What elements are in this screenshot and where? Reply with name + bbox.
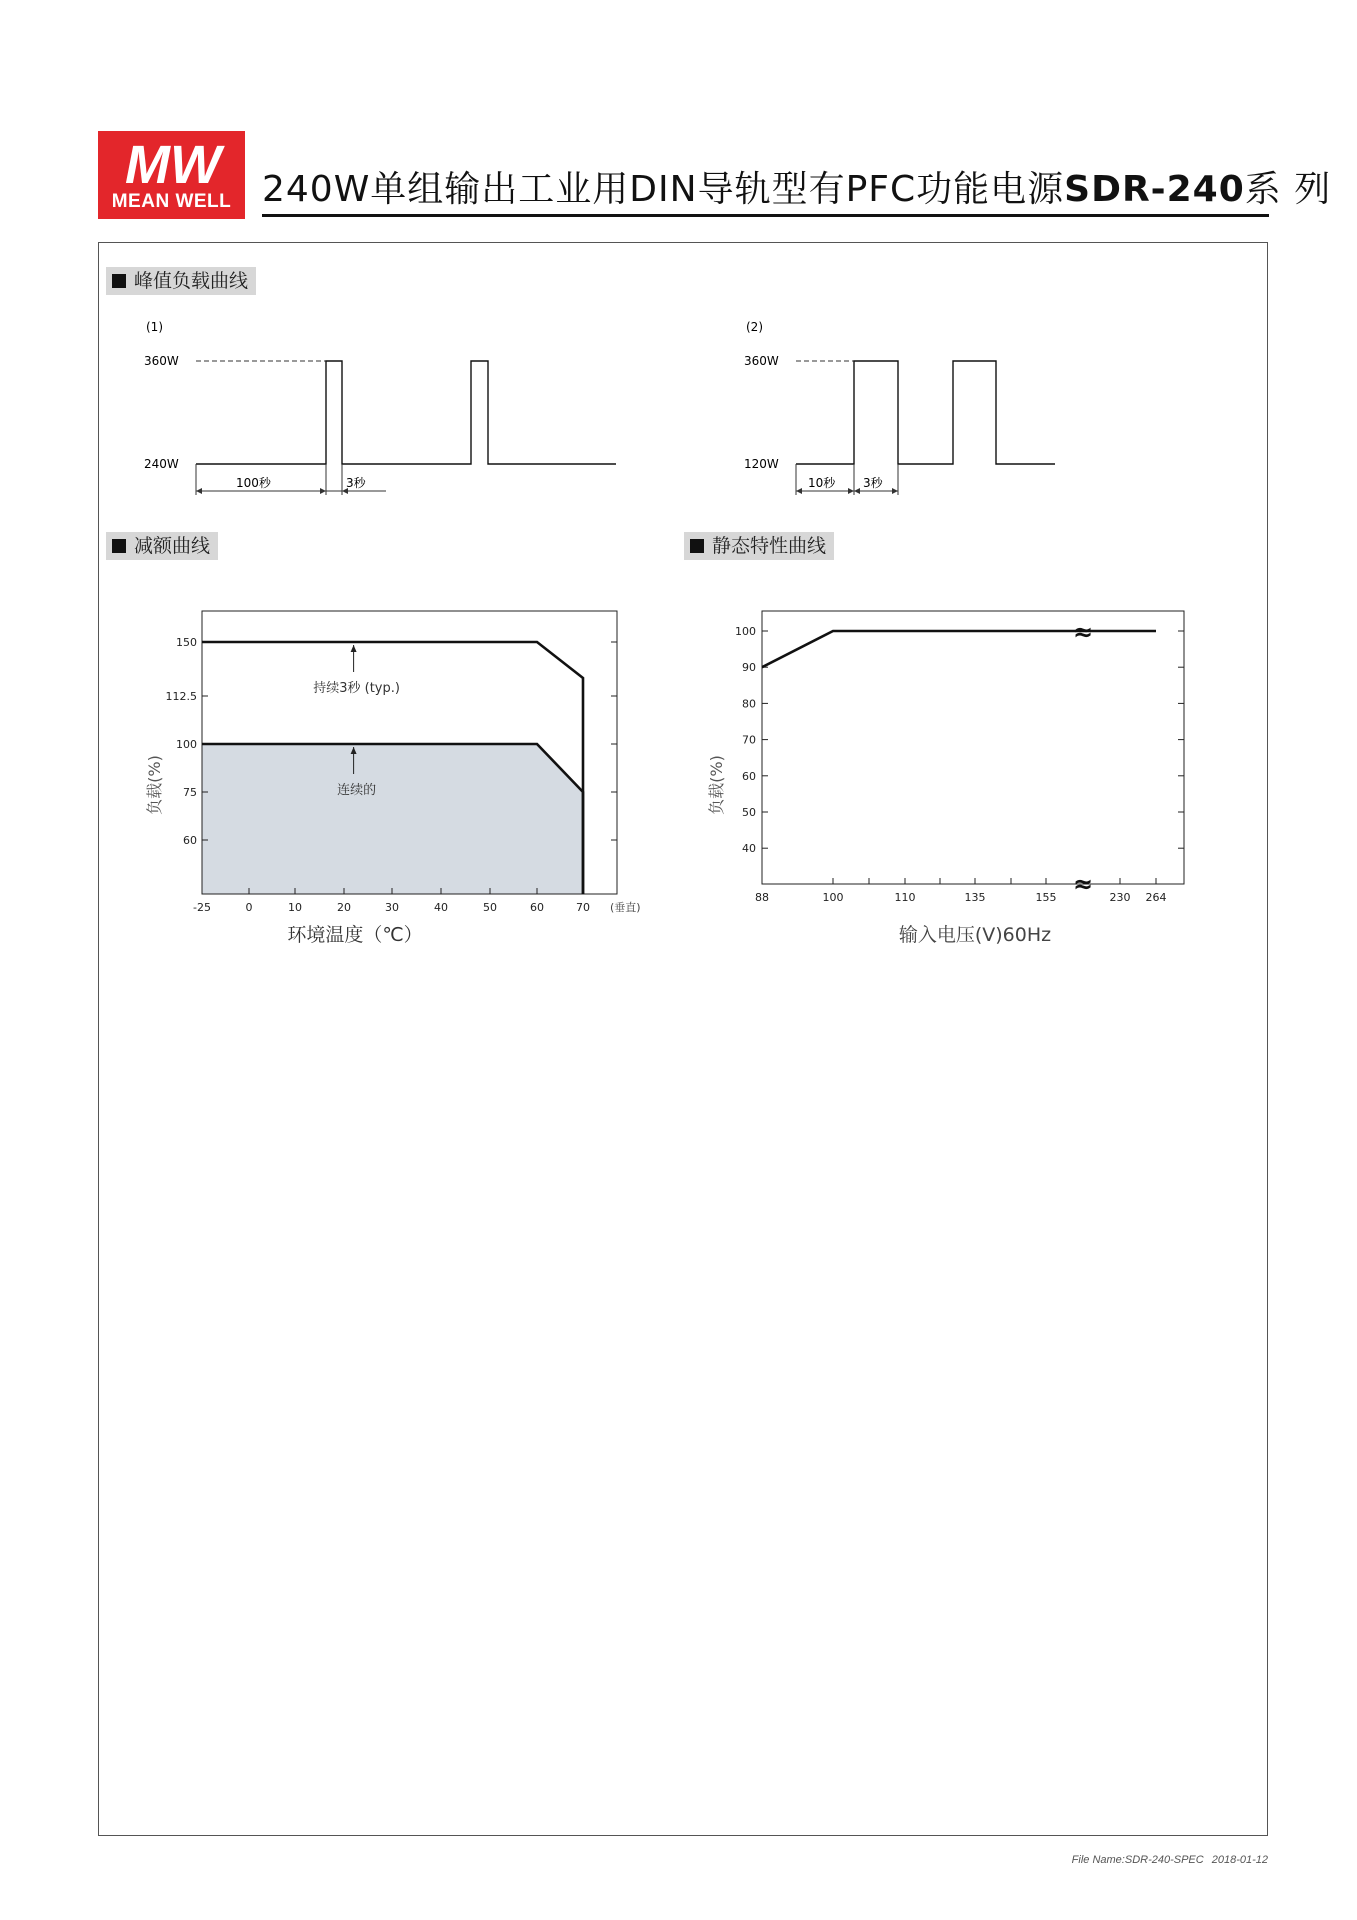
peak-load-chart-1 <box>130 315 630 500</box>
x-tick-label: 40 <box>434 901 448 914</box>
derating-chart-svg <box>130 600 670 960</box>
high-level-label: 360W <box>744 354 779 368</box>
x-axis-label: 输入电压(V)60Hz <box>898 924 1052 946</box>
logo-mark-text: MW <box>125 135 221 195</box>
static-chart <box>700 600 1220 960</box>
static-chart-svg <box>700 600 1220 960</box>
x-tick-label: -25 <box>193 901 211 914</box>
dim-label-high: 3秒 <box>863 476 883 490</box>
dim-label-low: 10秒 <box>808 476 836 490</box>
x-tick-label: 10 <box>288 901 302 914</box>
arrow-right-icon <box>848 488 854 494</box>
arrow-right-icon <box>320 488 326 494</box>
axis-break-bottom-icon: ≈ <box>1072 870 1094 898</box>
y-tick-label: 40 <box>742 842 756 856</box>
title-bar <box>262 158 1332 217</box>
dim-label-high: 3秒 <box>346 476 366 490</box>
dim-label-low: 100秒 <box>236 476 271 490</box>
title-suffix: 系 列 <box>1244 169 1332 210</box>
x-tick-label: 264 <box>1145 891 1167 904</box>
bullet-square-icon <box>112 274 126 288</box>
y-tick-label: 100 <box>176 738 197 751</box>
mean-well-logo <box>98 131 245 219</box>
plot-frame <box>762 611 1184 884</box>
title-prefix: 240W单组输出工业用DIN导轨型有PFC功能电源 <box>262 169 1065 210</box>
x-tick-label: 100 <box>822 891 844 904</box>
x-axis-label: 环境温度（℃） <box>287 924 423 946</box>
y-tick-label: 60 <box>742 769 756 783</box>
high-level-label: 360W <box>144 354 179 368</box>
x-tick-label: 230 <box>1109 891 1131 904</box>
arrow-left-icon <box>796 488 802 494</box>
panel-label: (2) <box>746 320 763 334</box>
x-tick-label: 60 <box>530 901 544 914</box>
peak-load-chart-2-svg <box>730 315 1110 500</box>
section-derating-label: 减额曲线 <box>134 535 211 557</box>
peak-load-chart-1-svg <box>130 315 630 500</box>
x-tick-label: 135 <box>964 891 986 904</box>
section-peak-load-label: 峰值负载曲线 <box>134 270 249 292</box>
peak-load-chart-2 <box>730 315 1110 500</box>
y-tick-label: 90 <box>742 661 756 675</box>
y-axis-label: 负载(%) <box>707 755 726 815</box>
arrow-left-icon <box>196 488 202 494</box>
axis-break-top-icon: ≈ <box>1072 618 1094 646</box>
y-tick-label: 80 <box>742 697 756 711</box>
title-model: SDR-240 <box>1064 169 1245 210</box>
section-peak-load <box>106 267 256 295</box>
y-tick-label: 70 <box>742 733 756 747</box>
annotation-peak-3s: 持续3秒 (typ.) <box>313 681 400 696</box>
y-tick-label: 100 <box>735 625 756 638</box>
y-tick-label: 112.5 <box>165 690 197 703</box>
x-tick-label: 50 <box>483 901 497 914</box>
series-load-line <box>762 631 1156 667</box>
x-tick-label: 110 <box>894 891 916 904</box>
x-tick-label: 88 <box>755 891 769 904</box>
section-derating <box>106 532 218 560</box>
x-tick-label: 30 <box>385 901 399 914</box>
pulse-waveform <box>196 361 616 464</box>
low-level-label: 240W <box>144 457 179 471</box>
page-title <box>262 161 1331 212</box>
derating-chart <box>130 600 670 960</box>
continuous-area <box>202 744 583 894</box>
x-unit-note: (垂直) <box>610 901 641 914</box>
y-tick-label: 50 <box>742 806 756 819</box>
arrow-up-icon <box>351 645 357 652</box>
pulse-waveform <box>796 361 1055 464</box>
x-tick-label: 155 <box>1035 891 1057 904</box>
x-tick-label: 70 <box>576 901 590 914</box>
footer <box>1064 1854 1268 1866</box>
arrow-right-icon <box>892 488 898 494</box>
y-tick-label: 60 <box>183 834 197 847</box>
logo-text: MEAN WELL <box>111 191 232 212</box>
x-tick-label: 20 <box>337 901 351 914</box>
x-tick-label: 0 <box>245 901 253 914</box>
y-axis-label: 负载(%) <box>145 755 164 815</box>
y-tick-label: 75 <box>183 786 197 799</box>
bullet-square-icon <box>690 539 704 553</box>
section-static-label: 静态特性曲线 <box>712 535 827 557</box>
y-tick-label: 150 <box>176 636 197 649</box>
footer-date: 2018-01-12 <box>1211 1854 1268 1866</box>
annotation-continuous: 连续的 <box>337 783 377 798</box>
arrow-left-icon <box>854 488 860 494</box>
footer-file-name: File Name:SDR-240-SPEC <box>1071 1854 1204 1866</box>
section-static <box>684 532 834 560</box>
bullet-square-icon <box>112 539 126 553</box>
low-level-label: 120W <box>744 457 779 471</box>
panel-label: (1) <box>146 320 163 334</box>
